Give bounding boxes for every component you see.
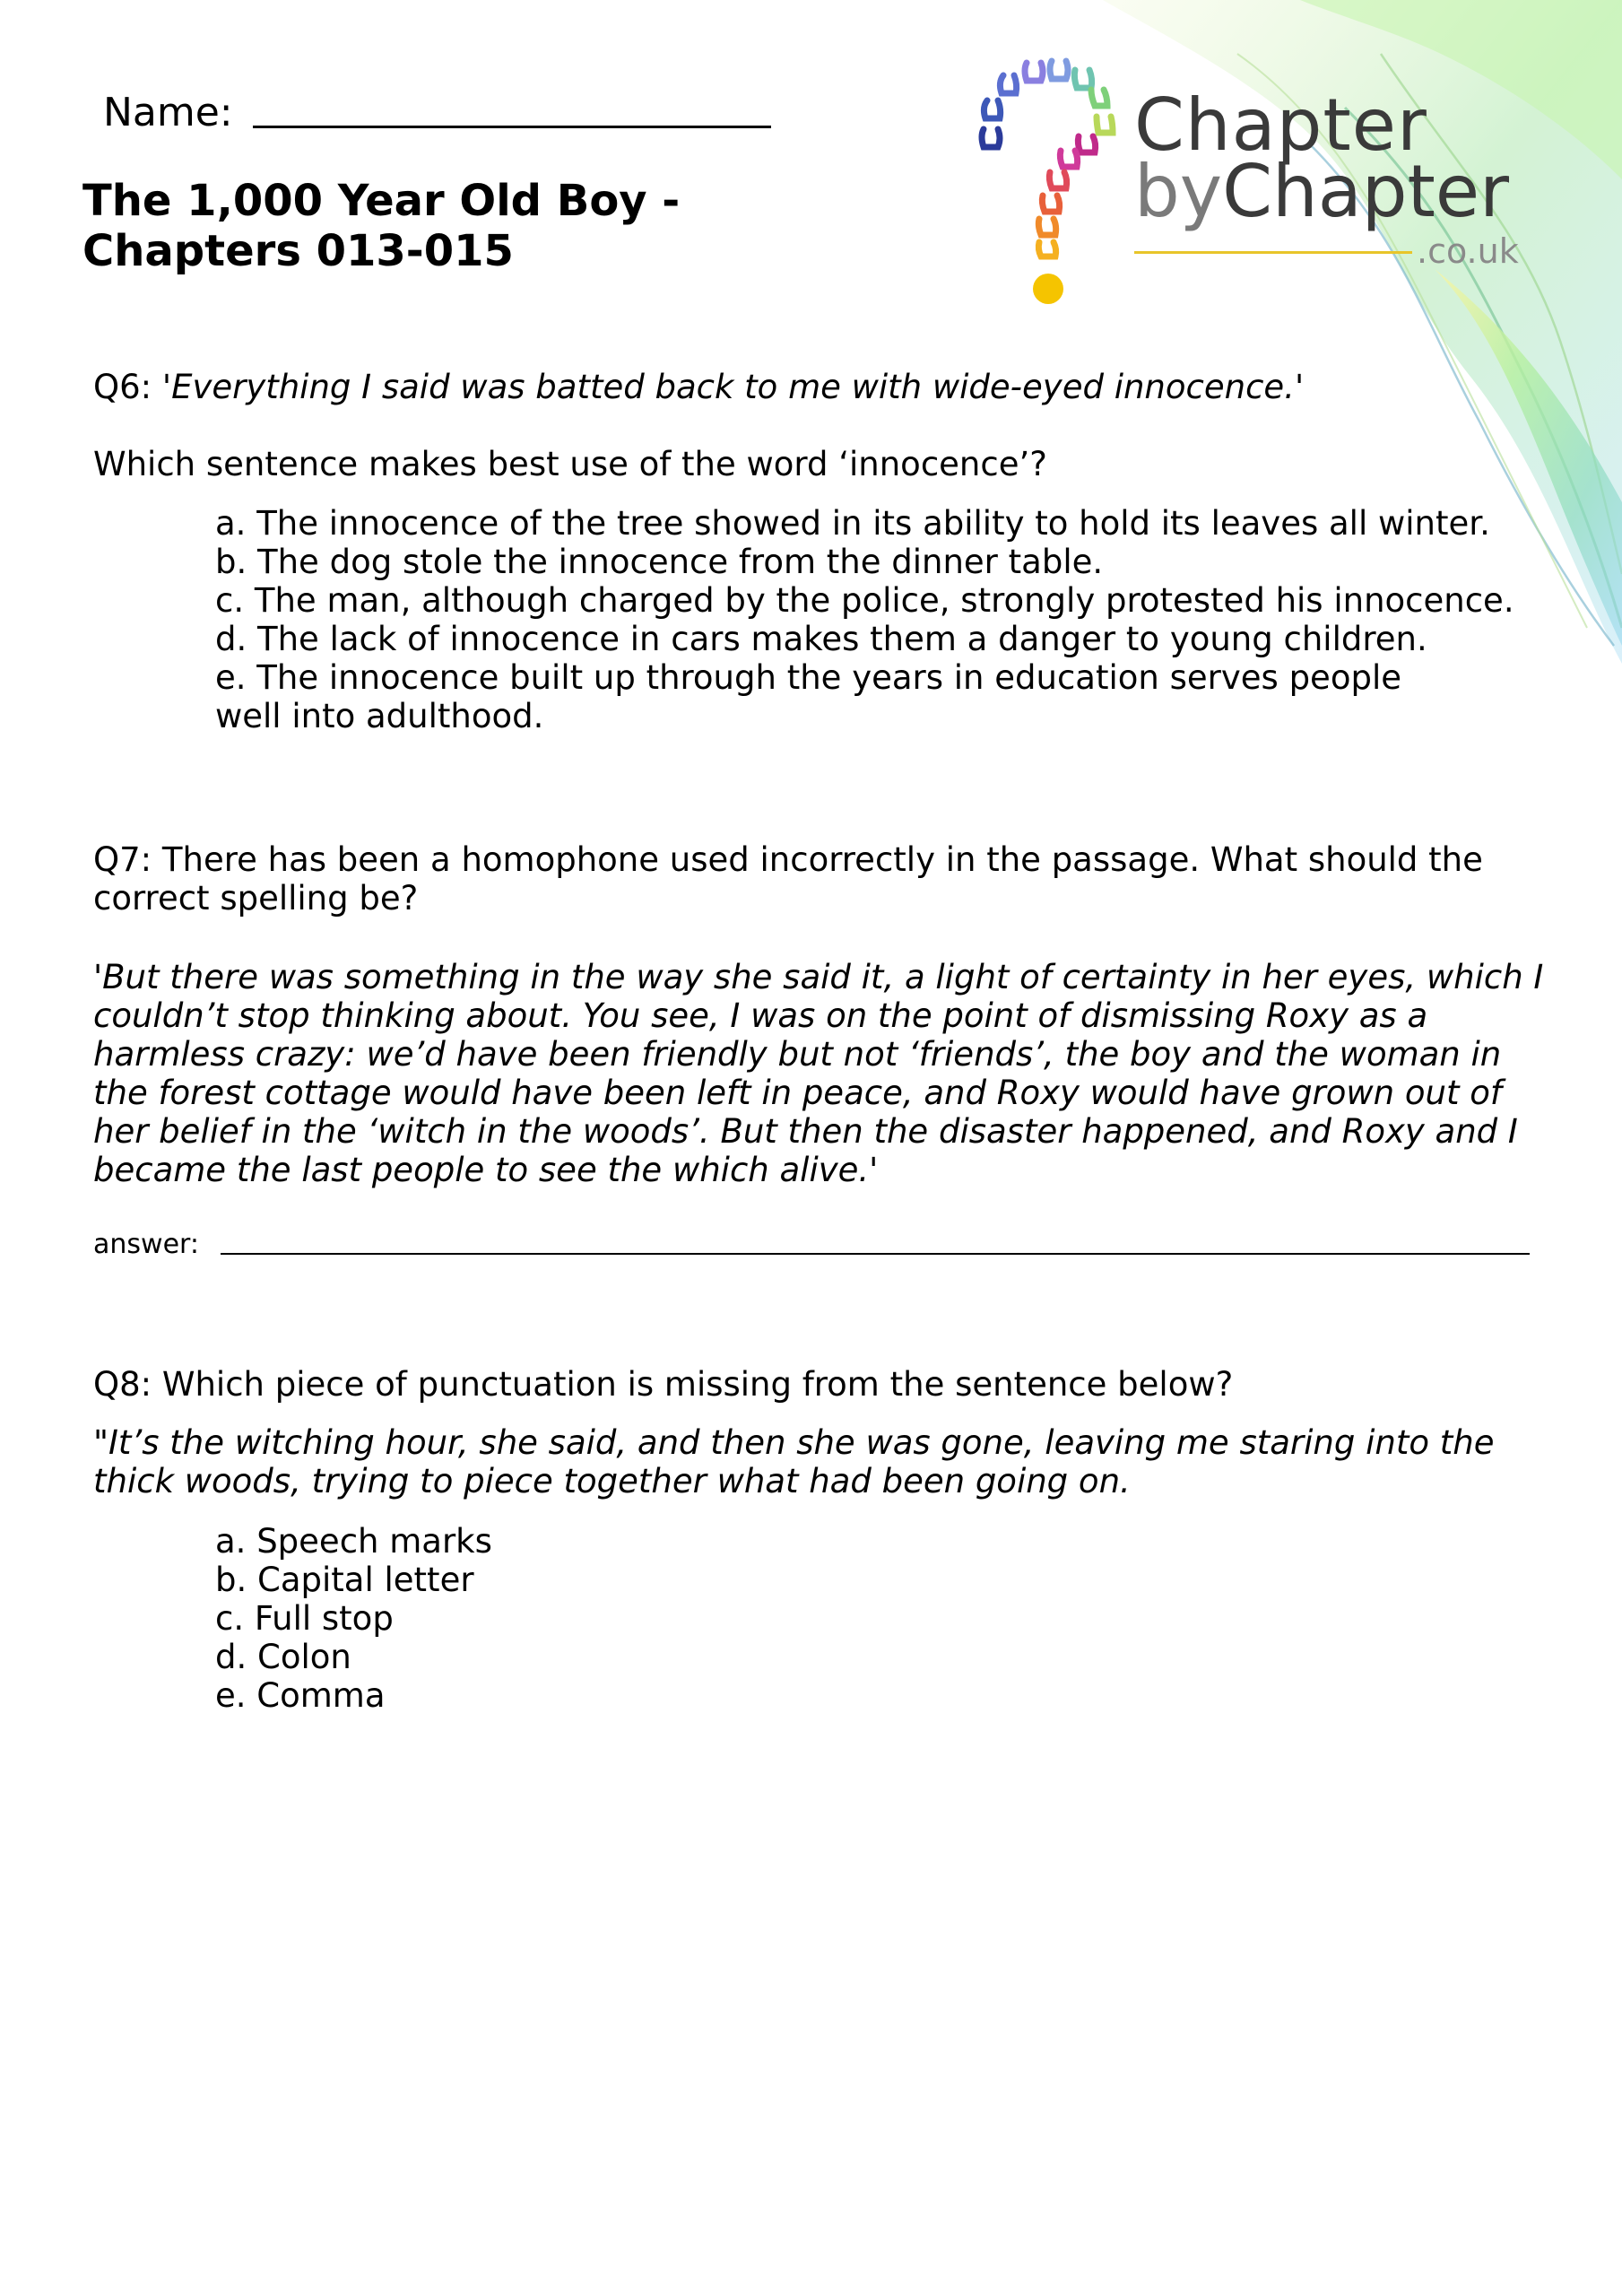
answer-label: answer: [93, 1229, 199, 1260]
q8-option-b[interactable]: b. Capital letter [215, 1561, 474, 1599]
answer-blank-line[interactable] [221, 1252, 1530, 1255]
q6-option-c[interactable]: c. The man, although charged by the police, strongly protested his innocence. [215, 581, 1514, 620]
q6-prompt: Which sentence makes best use of the word ‘innocence’? [93, 445, 1047, 483]
q8-option-d[interactable]: d. Colon [215, 1638, 351, 1676]
logo-word-chapter-2: Chapter [1222, 150, 1509, 233]
q7-question: Q7: There has been a homophone used incorrectly in the passage. What should the correct spelling be? [93, 840, 1483, 918]
worksheet-title [82, 176, 728, 276]
q6-option-a[interactable]: a. The innocence of the tree showed in its ability to hold its leaves all winter. [215, 504, 1490, 543]
q6-option-e[interactable]: e. The innocence built up through the years in education serves people well into adulthood. [215, 658, 1401, 735]
q6-label: Q6: [93, 368, 152, 406]
q6-options [215, 504, 1515, 735]
q7-passage: 'But there was something in the way she said it, a light of certainty in her eyes, which I couldn’t stop thinking about. You see, I was on the point of dismissing Roxy as a harmless crazy: we’d have been friendly but not ‘friends’, the boy and the woman in the forest cottage would have been left in peace, and Roxy would have grown out of her belief in the ‘witch in the woods’. But then the disaster happened, and Roxy and I became the last people to see the which alive.' [93, 958, 1544, 1189]
q6-option-b[interactable]: b. The dog stole the innocence from the dinner table. [215, 543, 1104, 581]
q8-option-a[interactable]: a. Speech marks [215, 1522, 492, 1561]
q6-question [93, 368, 1304, 406]
logo-domain: .co.uk [1417, 231, 1519, 271]
q8-option-e[interactable]: e. Comma [215, 1676, 386, 1715]
q8-question: Q8: Which piece of punctuation is missing from the sentence below? [93, 1365, 1234, 1404]
name-blank-line[interactable] [253, 90, 771, 128]
q8-options [215, 1522, 1515, 1715]
logo-word-by: by [1134, 150, 1223, 233]
q6-option-d[interactable]: d. The lack of innocence in cars makes them a danger to young children. [215, 620, 1427, 658]
q8-sentence: "It’s the witching hour, she said, and then she was gone, leaving me staring into the thick woods, trying to piece together what had been going on. [93, 1423, 1495, 1500]
q7-answer-row [93, 1229, 1530, 1260]
chapter-by-chapter-logo [964, 54, 1538, 314]
title-line-2: Chapters 013-015 [82, 226, 514, 276]
q6-quote: 'Everything I said was batted back to me with wide-eyed innocence.' [161, 368, 1305, 406]
logo-underline [1134, 251, 1412, 254]
logo-wordmark [1134, 83, 1519, 271]
logo-word-bychapter [1134, 150, 1509, 233]
name-row [103, 90, 771, 135]
q8-option-c[interactable]: c. Full stop [215, 1599, 394, 1638]
question-mark-books-icon [964, 54, 1134, 314]
logo-word-chapter: Chapter [1134, 83, 1427, 167]
title-line-1: The 1,000 Year Old Boy - [82, 176, 681, 226]
name-label: Name: [103, 90, 233, 135]
